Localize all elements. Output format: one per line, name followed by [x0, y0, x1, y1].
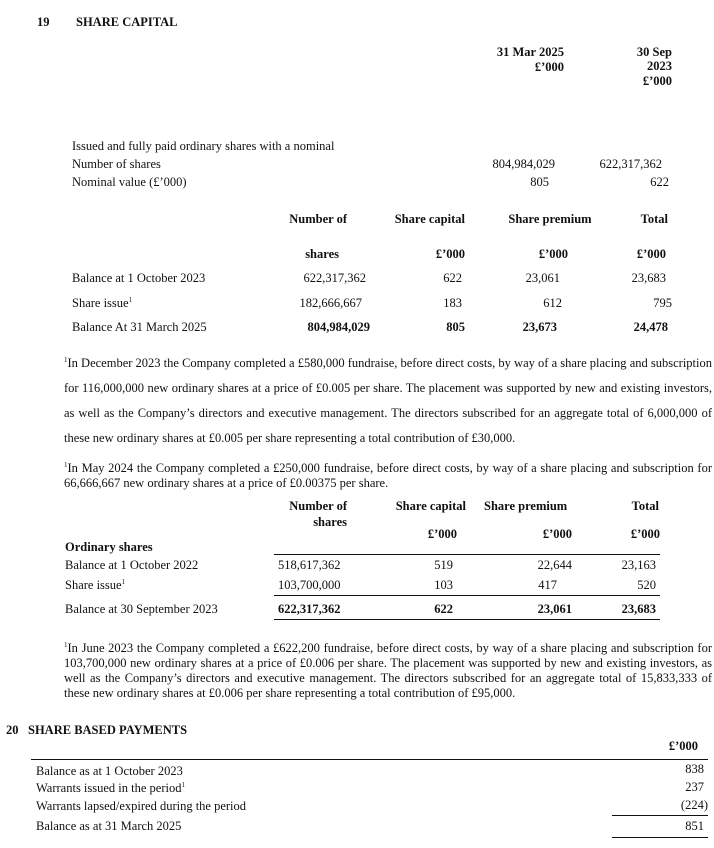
row-label: Nominal value (£’000): [72, 175, 187, 189]
value-cell: 804,984,029: [492, 157, 555, 171]
footnote-paragraph: [64, 461, 712, 491]
row-label: [72, 296, 132, 311]
row-label: Balance at 30 September 2023: [65, 602, 218, 616]
row-label: Balance at 1 October 2022: [65, 558, 199, 572]
value-cell: 622: [434, 602, 453, 616]
value-cell: 622: [650, 175, 669, 189]
value-cell: 23,061: [537, 602, 572, 616]
row-label: Number of shares: [72, 157, 161, 171]
value-cell: 103,700,000: [278, 578, 341, 592]
footnote-text: In December 2023 the Company completed a £580,000 fundraise, before direct costs, by way of a share placing and subscription for 116,000,000 new ordinary shares at a price of £0.005 per share. The placement was supported by new and existing investors, as well as the Company’s directors and executive management. The directors subscribed for an aggregate total of 6,000,000 of these new ordinary shares at £0.005 per share representing a total contribution of £30,000.: [64, 356, 712, 445]
table-rule: [612, 837, 708, 838]
value-cell: 23,061: [525, 271, 560, 285]
unit-label: £’000: [542, 527, 572, 541]
value-cell: 795: [653, 296, 672, 310]
row-label-text: Share issue: [65, 578, 122, 592]
header-shares: shares: [313, 515, 347, 529]
value-cell: 804,984,029: [307, 320, 370, 334]
value-cell: 838: [685, 762, 704, 776]
col-header-sep2023-unit: £’000: [642, 74, 672, 88]
value-cell: 182,666,667: [299, 296, 362, 310]
unit-label: £’000: [435, 247, 465, 261]
table-rule: [31, 759, 708, 760]
value-cell: 622,317,362: [599, 157, 662, 171]
issued-label: Issued and fully paid ordinary shares with a nominal: [72, 139, 335, 153]
header-number-of: Number of: [289, 499, 347, 513]
value-cell: 612: [543, 296, 562, 310]
row-label-text: Share issue: [72, 296, 129, 310]
value-cell: 23,673: [522, 320, 557, 334]
footnote-marker: 1: [64, 355, 68, 364]
section-number: 20: [6, 723, 19, 737]
value-cell: 22,644: [537, 558, 572, 572]
header-total: Total: [640, 212, 668, 226]
value-cell: 103: [434, 578, 453, 592]
row-label: Balance as at 1 October 2023: [36, 764, 183, 778]
value-cell: 24,478: [633, 320, 668, 334]
value-cell: 805: [446, 320, 465, 334]
value-cell: 23,683: [621, 602, 656, 616]
footnote-marker: 1: [64, 460, 68, 469]
header-number-of: Number of: [289, 212, 347, 226]
row-label: Warrants lapsed/expired during the period: [36, 799, 247, 813]
unit-label: £’000: [668, 739, 698, 753]
value-cell: (224): [680, 798, 708, 812]
unit-label: £’000: [538, 247, 568, 261]
value-cell: 851: [685, 819, 704, 833]
unit-label: £’000: [427, 527, 457, 541]
col-header-mar2025: 31 Mar 2025: [496, 45, 564, 59]
header-total: Total: [631, 499, 659, 513]
unit-label: £’000: [636, 247, 666, 261]
col-header-sep2023-year: 2023: [647, 59, 672, 73]
footnote-paragraph: [64, 641, 712, 701]
value-cell: 520: [637, 578, 656, 592]
value-cell: 622,317,362: [303, 271, 366, 285]
footnote-marker: 1: [128, 295, 133, 304]
value-cell: 622: [443, 271, 462, 285]
footnote-paragraph: [64, 351, 712, 451]
row-label: [36, 781, 185, 796]
row-label: Balance at 1 October 2023: [72, 271, 206, 285]
section-title: SHARE CAPITAL: [76, 15, 178, 29]
value-cell: 622,317,362: [278, 602, 341, 616]
col-header-mar2025-unit: £’000: [534, 60, 564, 74]
value-cell: 183: [443, 296, 462, 310]
header-share-capital: Share capital: [395, 499, 466, 513]
col-header-sep2023: 30 Sep: [636, 45, 672, 59]
row-label: Balance At 31 March 2025: [72, 320, 207, 334]
section-number: 19: [37, 15, 50, 29]
value-cell: 23,683: [631, 271, 666, 285]
header-share-premium: Share premium: [508, 212, 592, 226]
row-label: Balance as at 31 March 2025: [36, 819, 182, 833]
table-rule: [274, 554, 660, 555]
header-share-capital: Share capital: [394, 212, 465, 226]
footnote-text: In May 2024 the Company completed a £250,000 fundraise, before direct costs, by way of a share placing and subscription for 66,666,667 new ordinary shares at a price of £0.00375 per share.: [64, 461, 712, 490]
value-cell: 237: [685, 780, 704, 794]
footnote-marker: 1: [121, 577, 126, 586]
header-shares: shares: [305, 247, 339, 261]
value-cell: 23,163: [621, 558, 656, 572]
value-cell: 417: [538, 578, 557, 592]
footnote-text: In June 2023 the Company completed a £622,200 fundraise, before direct costs, by way of a share placing and subscription for 103,700,000 new ordinary shares at a price of £0.006 per share. The placement was supported by new and existing investors, as well as the Company’s directors and executive management. The directors subscribed for an aggregate total of 15,833,333 of these new ordinary shares at £0.006 per share representing a total contribution of £95,000.: [64, 641, 712, 700]
header-share-premium: Share premium: [484, 499, 568, 513]
table-rule: [274, 619, 660, 620]
value-cell: 518,617,362: [278, 558, 341, 572]
footnote-marker: 1: [64, 640, 68, 649]
table-rule: [274, 595, 660, 596]
value-cell: 519: [434, 558, 453, 572]
section-title: SHARE BASED PAYMENTS: [28, 723, 188, 737]
section-label: Ordinary shares: [65, 540, 153, 554]
row-label: [65, 578, 125, 593]
row-label-text: Warrants issued in the period: [36, 781, 182, 795]
value-cell: 805: [530, 175, 549, 189]
table-rule: [612, 815, 708, 816]
unit-label: £’000: [630, 527, 660, 541]
footnote-marker: 1: [181, 780, 185, 789]
